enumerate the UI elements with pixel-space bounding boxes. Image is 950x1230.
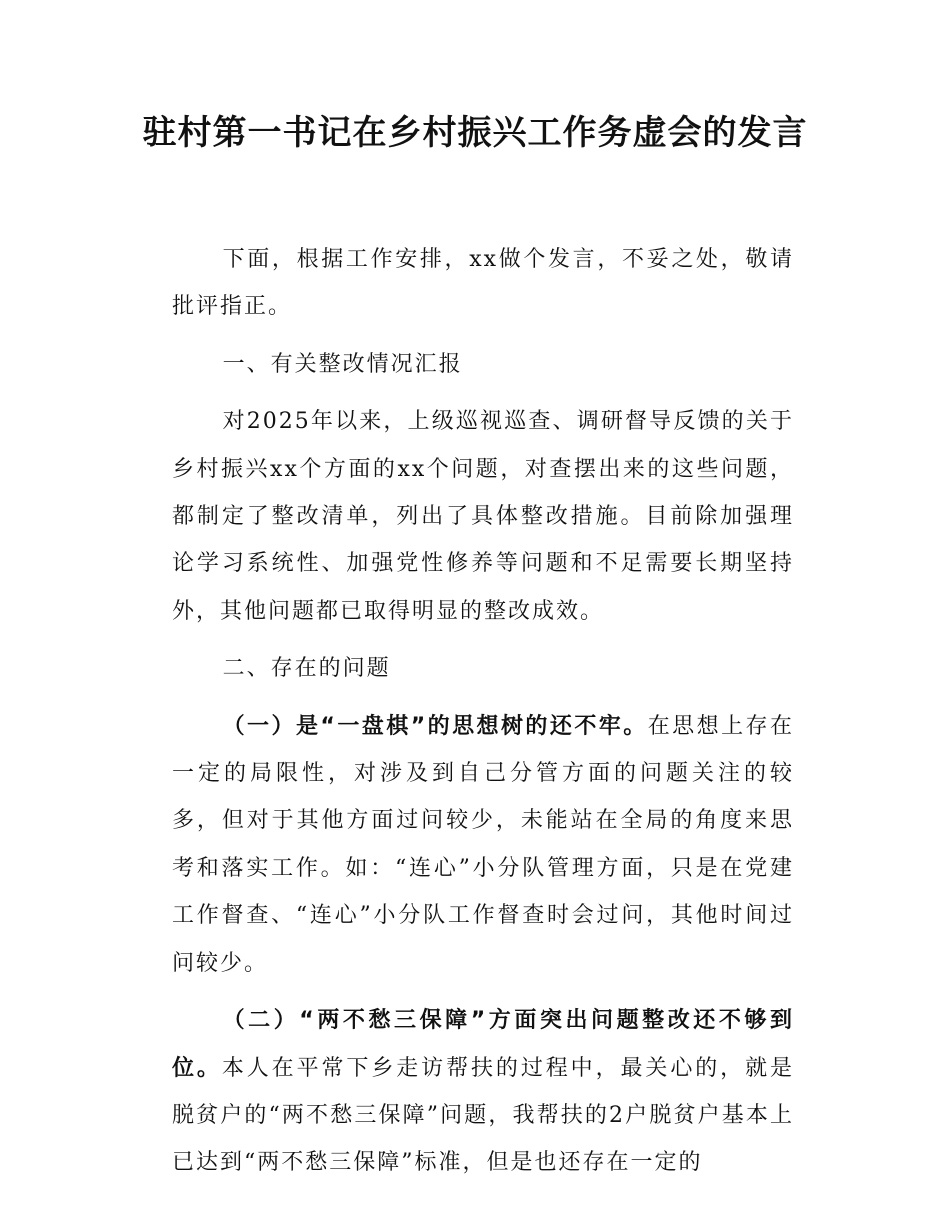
item-1-text: 在思想上存在一定的局限性，对涉及到自己分管方面的问题关注的较多，但对于其他方面过问较少，未能站在全局的角度来思考和落实工作。如：“连心”小分队管理方面，只是在党建工作督查、“连心”小分队工作督查时会过问，其他时间过问较少。 [172,713,794,976]
section-2-heading: 二、存在的问题 [222,656,391,682]
section-2-item-1 [172,703,794,987]
section-2-item-2 [172,997,794,1187]
item-1-lead: （一）是“一盘棋”的思想树的还不牢。 [222,713,648,739]
item-2-lead: （二）“两不愁三保障”方面突出问题整改还不够到位。 [172,1008,794,1081]
item-2-text: 本人在平常下乡走访帮扶的过程中，最关心的，就是脱贫户的“两不愁三保障”问题，我帮扶的2户脱贫户基本上已达到“两不愁三保障”标准，但是也还存在一定的 [172,1055,794,1176]
document-body [172,236,794,1187]
intro-paragraph: 下面，根据工作安排，xx做个发言，不妥之处，敬请批评指正。 [172,247,794,320]
section-1-paragraph: 对2025年以来，上级巡视巡查、调研督导反馈的关于乡村振兴xx个方面的xx个问题，对查摆出来的这些问题，都制定了整改清单，列出了具体整改措施。目前除加强理论学习系统性、加强党性修养等问题和不足需要长期坚持外，其他问题都已取得明显的整改成效。 [172,409,794,624]
section-1-heading: 一、有关整改情况汇报 [222,351,463,377]
document-title: 驻村第一书记在乡村振兴工作务虚会的发言 [142,113,808,153]
